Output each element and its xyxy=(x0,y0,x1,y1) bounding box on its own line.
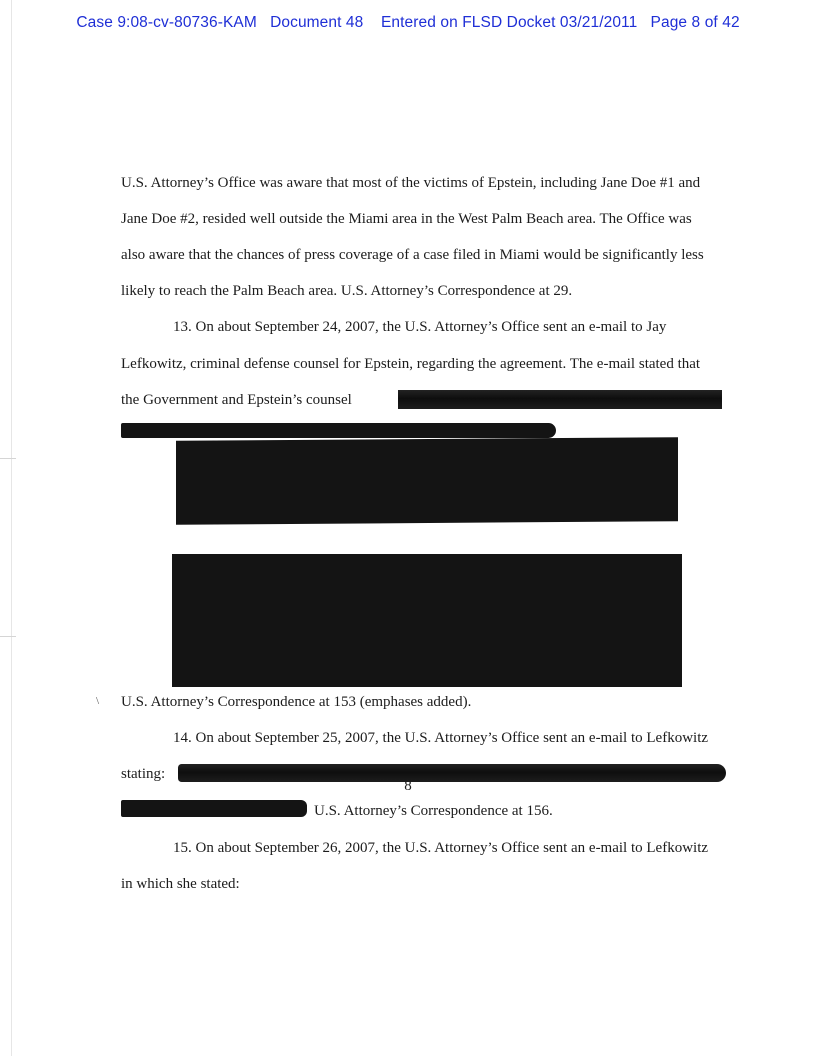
body-line: also aware that the chances of press coverage of a case filed in Miami would be significantly less xyxy=(121,246,704,263)
redaction-bar xyxy=(398,390,722,409)
margin-mark xyxy=(0,636,16,637)
body-line: stating: xyxy=(121,766,166,783)
paragraph-14: 14. On about September 25, 2007, the U.S. Attorney’s Office sent an e-mail to Lefkowitz xyxy=(173,730,709,747)
body-line: in which she stated: xyxy=(121,875,240,892)
paragraph-15: 15. On about September 26, 2007, the U.S. Attorney’s Office sent an e-mail to Lefkowitz xyxy=(173,839,709,856)
redaction-bar xyxy=(121,800,307,817)
docket-header: Case 9:08-cv-80736-KAM Document 48 Entered on FLSD Docket 03/21/2011 Page 8 of 42 xyxy=(76,14,740,31)
scan-speck: \ xyxy=(96,694,100,707)
body-line: Jane Doe #2, resided well outside the Miami area in the West Palm Beach area. The Office was xyxy=(121,210,692,227)
redaction-block xyxy=(172,554,682,687)
citation: U.S. Attorney’s Correspondence at 153 (emphases added). xyxy=(121,693,472,710)
citation: U.S. Attorney’s Correspondence at 156. xyxy=(314,802,553,819)
body-line: U.S. Attorney’s Office was aware that most of the victims of Epstein, including Jane Doe #1 and xyxy=(121,174,701,191)
left-margin-rule xyxy=(11,0,12,1056)
paragraph-13: 13. On about September 24, 2007, the U.S. Attorney’s Office sent an e-mail to Jay xyxy=(173,319,667,336)
redaction-block xyxy=(176,437,678,525)
body-line: the Government and Epstein’s counsel xyxy=(121,391,352,408)
body-line: Lefkowitz, criminal defense counsel for Epstein, regarding the agreement. The e-mail stated that xyxy=(121,355,701,372)
margin-mark xyxy=(0,458,16,459)
redaction-bar xyxy=(121,423,556,437)
body-line: likely to reach the Palm Beach area. U.S. Attorney’s Correspondence at 29. xyxy=(121,283,573,300)
page-number: 8 xyxy=(404,778,412,794)
